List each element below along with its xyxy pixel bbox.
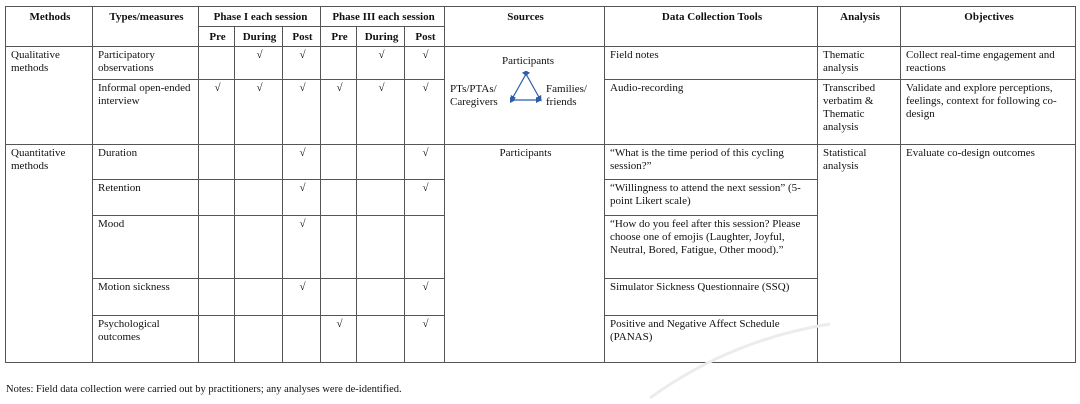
check-cell xyxy=(235,279,283,316)
check-cell xyxy=(357,279,405,316)
check-mark: √ xyxy=(357,47,405,80)
methods-table xyxy=(5,6,1076,363)
analysis-cell: Transcribed verbatim & Thematic analysis xyxy=(818,80,901,145)
check-cell xyxy=(405,216,445,279)
check-cell xyxy=(357,216,405,279)
sources-qualitative xyxy=(445,47,605,145)
check-cell xyxy=(235,180,283,216)
analysis-cell: Thematic analysis xyxy=(818,47,901,80)
check-cell xyxy=(235,316,283,363)
header-tools: Data Collection Tools xyxy=(605,7,818,47)
check-cell xyxy=(321,47,357,80)
check-cell xyxy=(321,216,357,279)
tool-cell: Audio-recording xyxy=(605,80,818,145)
header-objectives: Objectives xyxy=(901,7,1076,47)
check-mark: √ xyxy=(283,180,321,216)
table-row xyxy=(6,145,1076,180)
check-cell xyxy=(283,316,321,363)
check-cell xyxy=(321,279,357,316)
check-cell xyxy=(199,47,235,80)
sources-quantitative: Participants xyxy=(445,145,605,363)
check-cell xyxy=(199,316,235,363)
header-phase3-during: During xyxy=(357,27,405,47)
check-cell xyxy=(321,180,357,216)
check-mark: √ xyxy=(405,316,445,363)
check-mark: √ xyxy=(357,80,405,145)
check-mark: √ xyxy=(405,80,445,145)
check-mark: √ xyxy=(235,47,283,80)
check-cell xyxy=(357,316,405,363)
header-analysis: Analysis xyxy=(818,7,901,47)
header-phase1-pre: Pre xyxy=(199,27,235,47)
tool-cell: “What is the time period of this cycling session?” xyxy=(605,145,818,180)
check-cell xyxy=(199,216,235,279)
header-phase1: Phase I each session xyxy=(199,7,321,27)
sources-diagram xyxy=(450,55,605,115)
type-cell: Psychological outcomes xyxy=(93,316,199,363)
check-mark: √ xyxy=(405,279,445,316)
check-cell xyxy=(321,145,357,180)
header-phase3-pre: Pre xyxy=(321,27,357,47)
check-mark: √ xyxy=(283,145,321,180)
type-cell: Retention xyxy=(93,180,199,216)
header-types: Types/measures xyxy=(93,7,199,47)
group-quantitative: Quantitative methods xyxy=(6,145,93,363)
table-container xyxy=(5,6,1075,363)
objective-cell: Collect real-time engagement and reactions xyxy=(901,47,1076,80)
check-mark: √ xyxy=(199,80,235,145)
check-cell xyxy=(235,145,283,180)
tool-cell: “Willingness to attend the next session” (5-point Likert scale) xyxy=(605,180,818,216)
triangle-arrows-icon xyxy=(508,71,544,103)
check-mark: √ xyxy=(283,216,321,279)
quant-analysis-cell: Statistical analysis xyxy=(818,145,901,363)
type-cell: Duration xyxy=(93,145,199,180)
check-cell xyxy=(357,145,405,180)
header-phase1-post: Post xyxy=(283,27,321,47)
type-cell: Mood xyxy=(93,216,199,279)
type-cell: Informal open-ended interview xyxy=(93,80,199,145)
header-phase3: Phase III each session xyxy=(321,7,445,27)
tool-cell: “How do you feel after this session? Please choose one of emojis (Laughter, Joyful, Neutral, Bored, Fatigue, Other mood).” xyxy=(605,216,818,279)
header-sources: Sources xyxy=(445,7,605,47)
check-mark: √ xyxy=(405,180,445,216)
header-phase1-during: During xyxy=(235,27,283,47)
check-cell xyxy=(357,180,405,216)
tool-cell: Field notes xyxy=(605,47,818,80)
group-qualitative: Qualitative methods xyxy=(6,47,93,145)
check-cell xyxy=(199,279,235,316)
source-families-friends: Families/ friends xyxy=(546,83,587,108)
header-phase3-post: Post xyxy=(405,27,445,47)
tool-cell: Positive and Negative Affect Schedule (PANAS) xyxy=(605,316,818,363)
table-notes: Notes: Field data collection were carried out by practitioners; any analyses were de-identified. xyxy=(6,384,402,395)
check-mark: √ xyxy=(283,279,321,316)
check-mark: √ xyxy=(235,80,283,145)
check-mark: √ xyxy=(405,145,445,180)
header-row xyxy=(6,7,1076,27)
quant-objective-cell: Evaluate co-design outcomes xyxy=(901,145,1076,363)
type-cell: Participatory observations xyxy=(93,47,199,80)
header-methods: Methods xyxy=(6,7,93,47)
check-cell xyxy=(199,145,235,180)
check-cell xyxy=(199,180,235,216)
tool-cell: Simulator Sickness Questionnaire (SSQ) xyxy=(605,279,818,316)
objective-cell: Validate and explore perceptions, feelings, context for following co-design xyxy=(901,80,1076,145)
check-mark: √ xyxy=(321,316,357,363)
check-mark: √ xyxy=(405,47,445,80)
source-pts-ptas-caregivers: PTs/PTAs/ Caregivers xyxy=(450,83,498,108)
check-mark: √ xyxy=(321,80,357,145)
check-mark: √ xyxy=(283,80,321,145)
type-cell: Motion sickness xyxy=(93,279,199,316)
check-mark: √ xyxy=(283,47,321,80)
source-participants: Participants xyxy=(502,55,554,67)
table-row xyxy=(6,47,1076,80)
check-cell xyxy=(235,216,283,279)
